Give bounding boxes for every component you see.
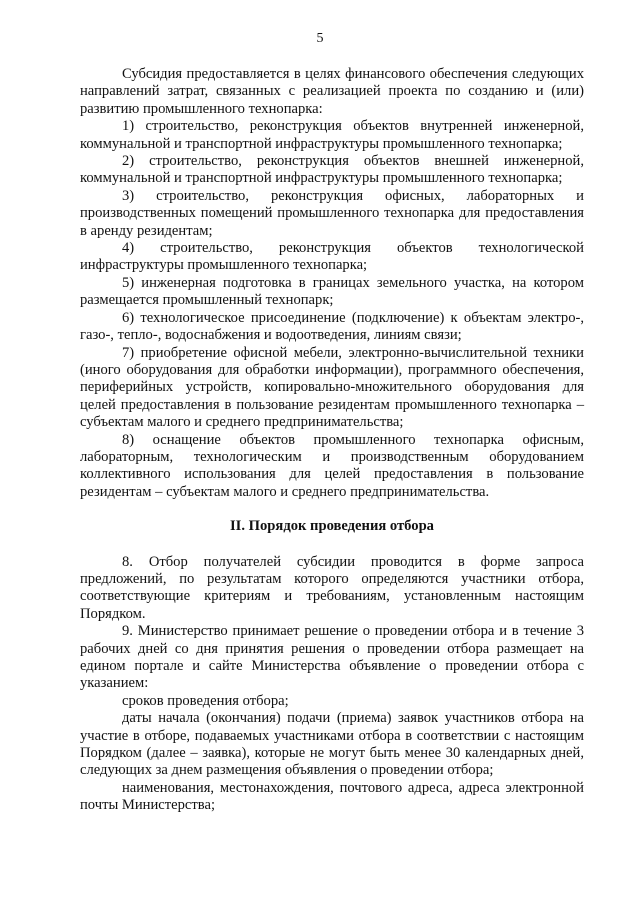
list-item-7: 7) приобретение офисной мебели, электронно-вычислительной техники (иного оборудования для обработки информации), программного обеспечения, периферийных устройств, копировально-множительного оборудования для целей предоставления в пользование резидентам промышленного технопарка – субъектам малого и среднего предпринимательства; [80,344,584,431]
document-body [80,66,584,815]
paragraph-clause-9: 9. Министерство принимает решение о проведении отбора и в течение 3 рабочих дней со дня принятия решения о проведении отбора размещает на едином портале и сайте Министерства объявление о проведении отбора с указанием: [80,623,584,692]
section-heading: II. Порядок проведения отбора [230,518,434,535]
list-item-8: 8) оснащение объектов промышленного технопарка офисным, лабораторным, технологическим и производственным оборудованием коллективного использования для целей предоставления в пользование резидентам – субъектам малого и среднего предпринимательства. [80,431,584,500]
paragraph-clause-8: 8. Отбор получателей субсидии проводится в форме запроса предложений, по результатам которого определяются участники отбора, соответствующие критериям и требованиям, установленным настоящим Порядком. [80,553,584,622]
list-item-5: 5) инженерная подготовка в границах земельного участка, на котором размещается промышленный технопарк; [80,274,584,309]
paragraph-subsidy-purpose: Субсидия предоставляется в целях финансового обеспечения следующих направлений затрат, связанных с реализацией проекта по созданию и (или) развитию промышленного технопарка: [80,66,584,117]
list-item-1: 1) строительство, реконструкция объектов внутренней инженерной, коммунальной и транспортной инфраструктуры промышленного технопарка; [80,118,584,152]
list-item-6: 6) технологическое присоединение (подключение) к объектам электро-, газо-, тепло-, водоснабжения и водоотведения, линиям связи; [80,309,584,344]
page-number: 5 [316,31,324,46]
list-item-4: 4) строительство, реконструкция объектов технологической инфраструктуры промышленного технопарка; [80,240,584,274]
paragraph-deadlines: сроков проведения отбора; [122,692,289,709]
paragraph-application-dates: даты начала (окончания) подачи (приема) заявок участников отбора на участие в отборе, подаваемых участниками отбора в соответствии с настоящим Порядком (далее – заявка), которые не могут быть менее 30 календарных дней, следующих за днем размещения объявления о проведении отбора; [80,710,584,779]
list-item-3: 3) строительство, реконструкция офисных, лабораторных и производственных помещений промышленного технопарка для предоставления в аренду резидентам; [80,187,584,239]
list-item-2: 2) строительство, реконструкция объектов внешней инженерной, коммунальной и транспортной инфраструктуры промышленного технопарка; [80,153,584,187]
paragraph-ministry-contacts: наименования, местонахождения, почтового адреса, адреса электронной почты Министерства; [80,779,584,814]
